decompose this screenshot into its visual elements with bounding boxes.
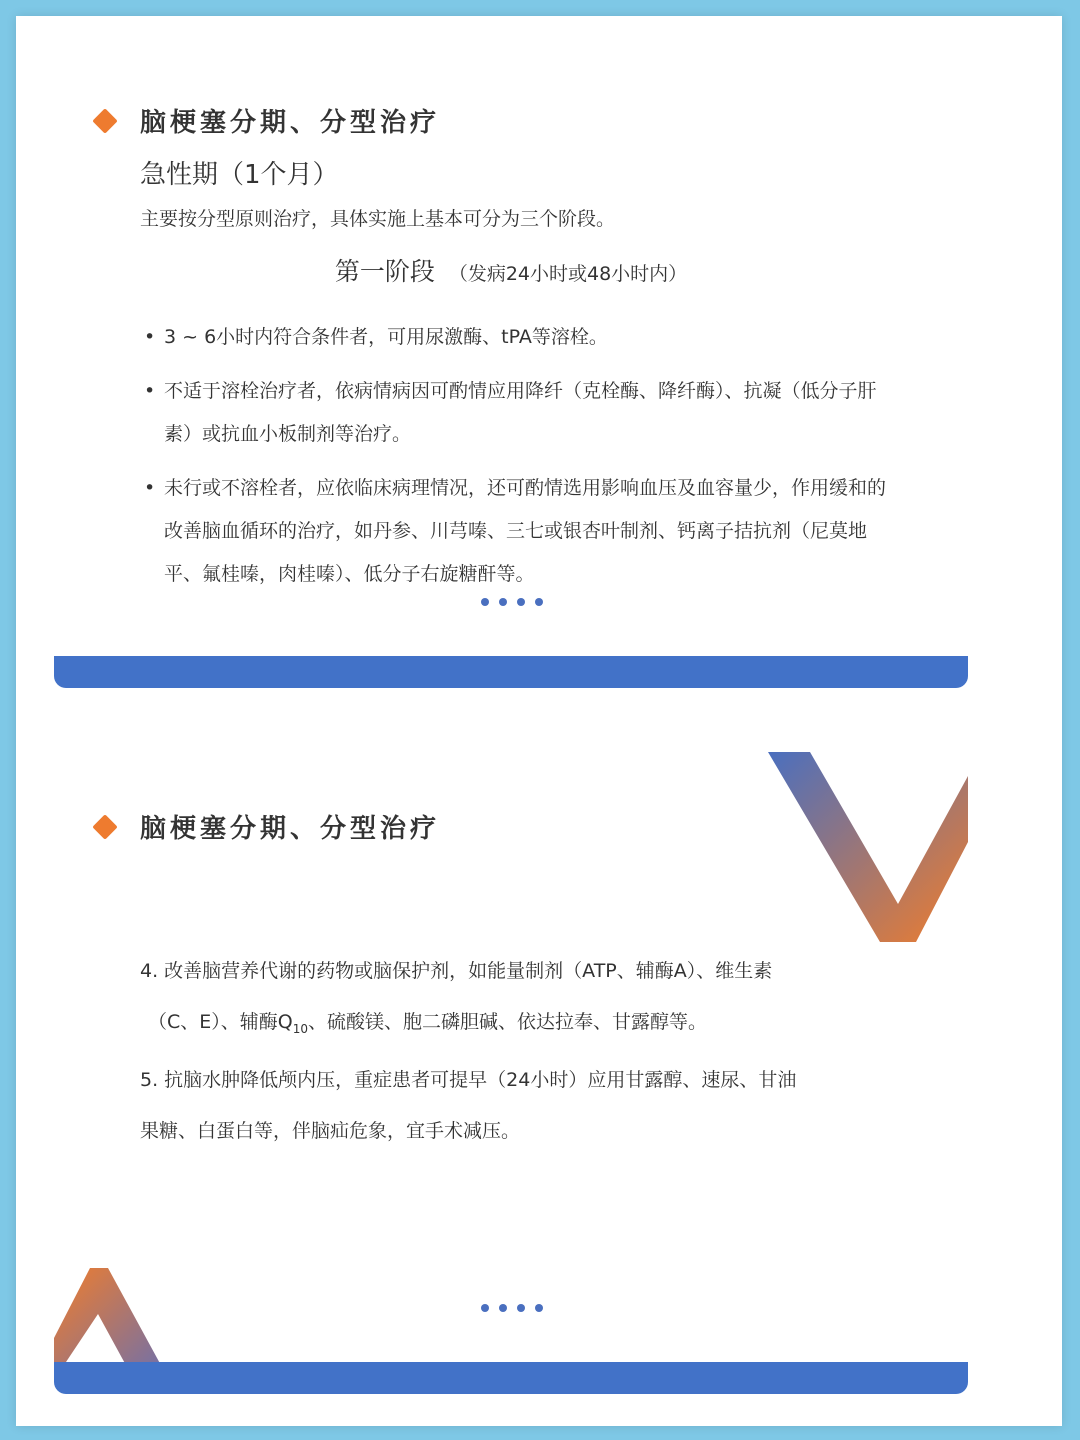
diamond-bullet-icon: [92, 108, 117, 133]
item-4-line: 4. 改善脑营养代谢的药物或脑保护剂，如能量制剂（ATP、辅酶A）、维生素: [140, 960, 773, 982]
stage-title: 第一阶段: [334, 257, 435, 286]
list-item: • 未行或不溶栓者，应依临床病理情况，还可酌情选用影响血压及血容量少，作用缓和的改善脑血循环的治疗，如丹参、川芎嗪、三七或银杏叶制剂、钙离子拮抗剂（尼莫地平、氟桂嗪，肉桂嗪）、低分子右旋糖酐等。: [144, 467, 904, 596]
item-5-continuation: 果糖、白蛋白等，伴脑疝危象，宜手术减压。: [140, 1119, 521, 1142]
stage-note: （发病24小时或48小时内）: [448, 263, 688, 285]
stage-heading: [16, 252, 1006, 288]
item-5-line: 5. 抗脑水肿降低颅内压，重症患者可提早（24小时）应用甘露醇、速尿、甘油: [140, 1068, 797, 1091]
item-4-continuation: [140, 997, 840, 1055]
list-item: • 不适于溶栓治疗者，依病情病因可酌情应用降纤（克栓酶、降纤酶）、抗凝（低分子肝素）或抗血小板制剂等治疗。: [144, 370, 904, 456]
page-sheet: [16, 16, 1062, 1426]
stage-period-title: 急性期（1个月）: [140, 160, 339, 190]
subscript-text: 10: [292, 1021, 309, 1036]
item-4-text: 、硫酸镁、胞二磷胆碱、依达拉奉、甘露醇等。: [308, 1011, 708, 1033]
treatment-items: [140, 946, 840, 1157]
page-dots-icon: [481, 598, 543, 606]
section-header: [96, 102, 440, 139]
item-4-text: （C、E）、辅酶Q: [148, 1011, 293, 1033]
diamond-bullet-icon: [92, 814, 117, 839]
chevron-decoration-icon: [768, 752, 968, 958]
page-dots-icon: [481, 1304, 543, 1312]
list-item: • 3 ~ 6小时内符合条件者，可用尿激酶、tPA等溶栓。: [144, 316, 904, 359]
treatment-list: [144, 316, 904, 607]
footer-bar: [54, 656, 968, 688]
intro-text: 主要按分型原则治疗，具体实施上基本可分为三个阶段。: [140, 208, 616, 230]
section-header: [96, 808, 440, 845]
footer-bar: [54, 1362, 968, 1394]
slide-treatment-continued: [16, 716, 1062, 1426]
section-title: 脑梗塞分期、分型治疗: [140, 108, 441, 138]
slide-acute-stage: [16, 16, 1062, 696]
section-title: 脑梗塞分期、分型治疗: [140, 814, 441, 844]
